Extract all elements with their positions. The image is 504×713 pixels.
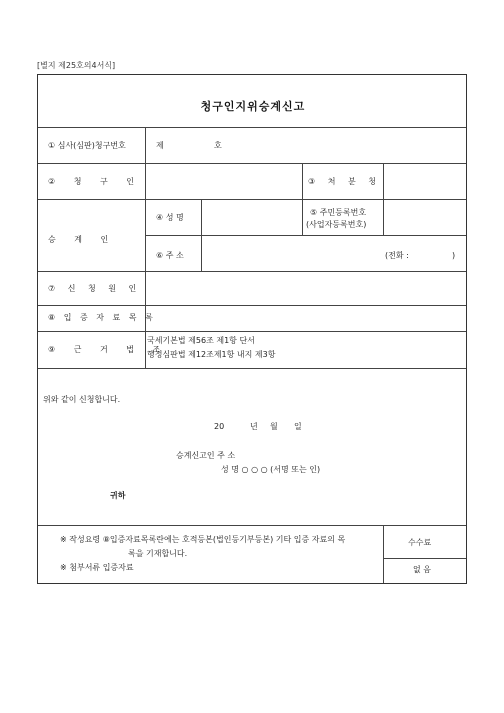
line-evidence-bottom xyxy=(38,331,466,332)
note-2: ※ 첨부서류 입증자료 xyxy=(60,563,134,572)
reg-no-label-2: (사업자등록번호) xyxy=(306,220,367,229)
case-no-label: ① 심사(심판)청구번호 xyxy=(48,141,126,150)
date-month: 월 xyxy=(270,422,278,431)
line-successor-mid-b xyxy=(383,199,384,235)
recipient: 귀하 xyxy=(110,491,126,500)
disposition-label: ③ 처 분 청 xyxy=(308,177,381,186)
apply-text: 위와 같이 신청합니다. xyxy=(43,395,121,404)
line-successor-sub xyxy=(201,199,202,271)
date-year: 년 xyxy=(250,422,258,431)
basis-line-1: 국세기본법 제56조 제1항 단서 xyxy=(147,336,255,345)
form-header: [별지 제25호의4서식] xyxy=(37,61,116,70)
successor-label: 승 계 인 xyxy=(48,235,117,244)
note-1a: ※ 작성요령 ⑧입증자료목록란에는 호적등본(법인등기부등본) 기타 입증 자료의 목 xyxy=(60,535,346,544)
address-label: ⑥ 주 소 xyxy=(156,251,184,260)
line-row2-mid xyxy=(302,163,303,199)
reg-no-label-1: ⑤ 주민등록번호 xyxy=(310,208,367,217)
line-successor-mid-a xyxy=(302,199,303,235)
line-fee-mid xyxy=(383,558,466,559)
note-1b: 록을 기재합니다. xyxy=(128,549,188,558)
name-label: ④ 성 명 xyxy=(156,213,184,222)
claimant-label: ② 청 구 인 xyxy=(48,177,142,186)
evidence-label: ⑧ 입 증 자 료 목 록 xyxy=(48,313,156,322)
line-reason-bottom xyxy=(38,305,466,306)
line-basis-bottom xyxy=(38,368,466,369)
reason-label: ⑦ 신 청 원 인 xyxy=(48,284,142,293)
phone-close: ) xyxy=(452,251,456,260)
applicant-name: 성 명 ○ ○ ○ (서명 또는 인) xyxy=(221,465,321,474)
line-successor-mid xyxy=(145,235,466,236)
case-no-je: 제 xyxy=(156,141,164,150)
applicant-address: 승계신고인 주 소 xyxy=(176,451,236,460)
fee-label: 수수료 xyxy=(408,538,432,547)
phone-label: (전화 : xyxy=(385,251,409,260)
date-prefix: 20 xyxy=(214,422,225,431)
date-day: 일 xyxy=(294,422,302,431)
line-fee-col xyxy=(383,525,384,583)
form-frame xyxy=(37,74,467,584)
basis-line-2: 행정심판법 제12조제1항 내지 제3항 xyxy=(147,350,276,359)
line-row2-bottom xyxy=(38,199,466,200)
line-successor-bottom xyxy=(38,271,466,272)
case-no-ho: 호 xyxy=(214,141,222,150)
line-row1-bottom xyxy=(38,163,466,164)
line-label-col xyxy=(145,127,146,368)
line-row2-mid2 xyxy=(383,163,384,199)
fee-value: 없 음 xyxy=(413,565,431,574)
form-title: 청구인지위승계신고 xyxy=(200,100,306,113)
basis-label: ⑨ 근 거 법 조 xyxy=(48,345,169,354)
line-body-bottom xyxy=(38,525,466,526)
line-title-bottom xyxy=(38,127,466,128)
